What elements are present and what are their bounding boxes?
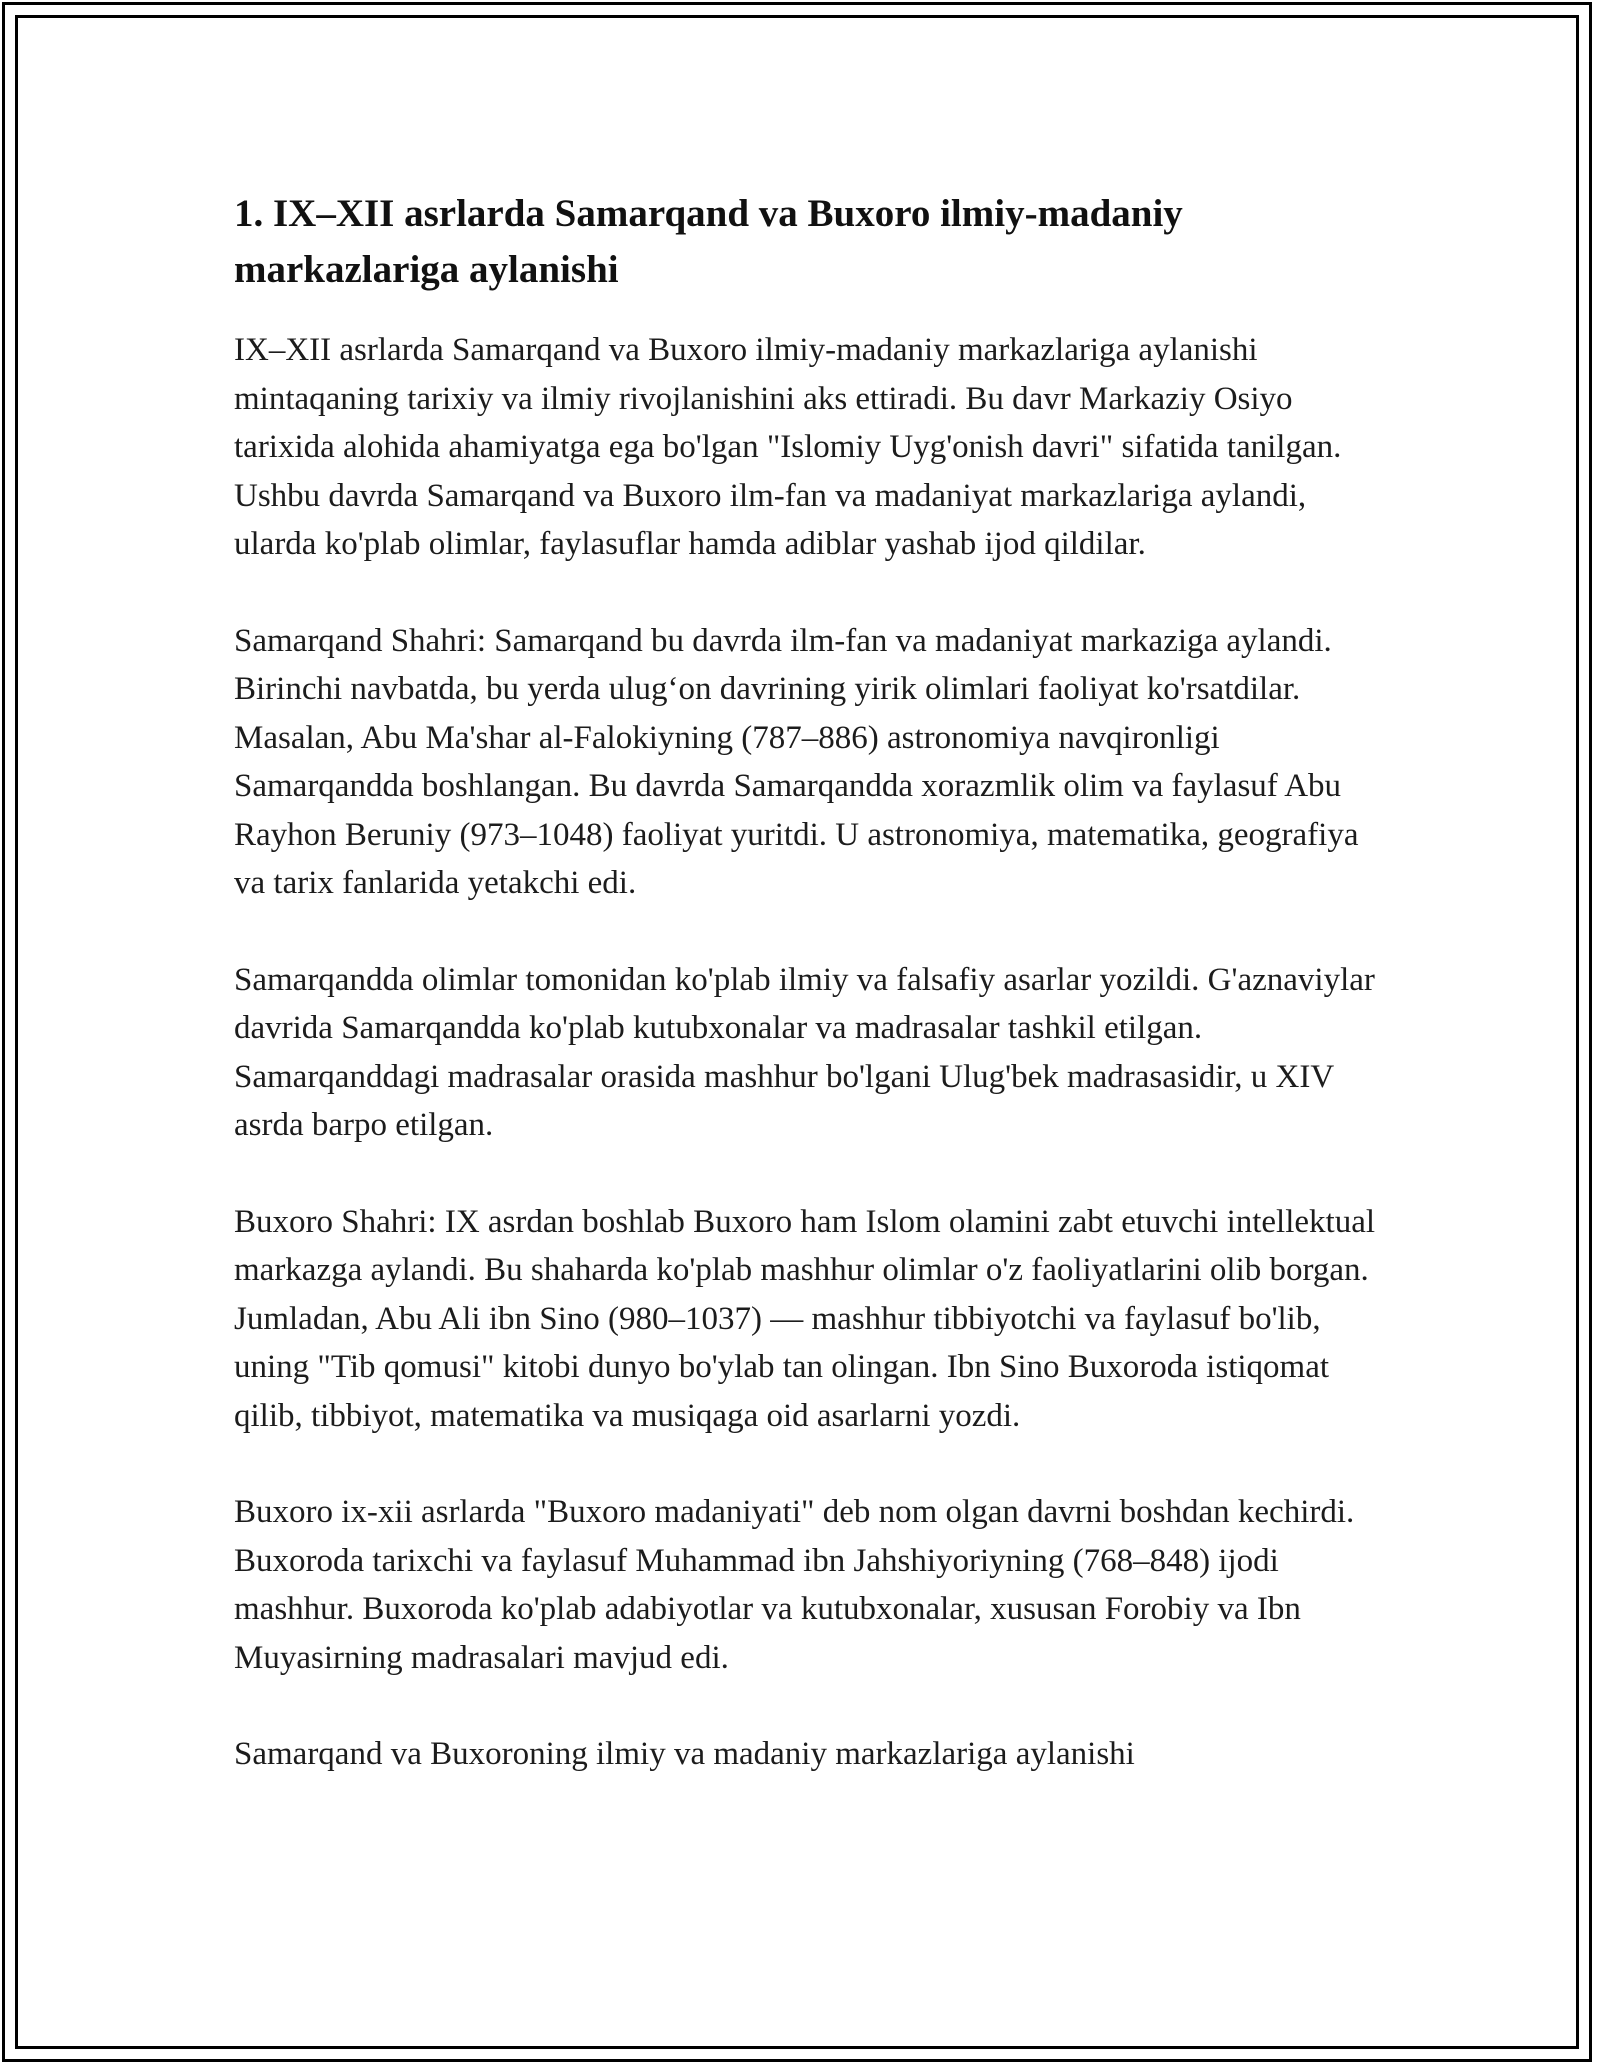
section-heading: 1. IX–XII asrlarda Samarqand va Buxoro ilmiy-madaniy markazlariga aylanishi	[234, 192, 1183, 291]
document-body	[234, 186, 1384, 1779]
paragraph-samarqand-works: Samarqandda olimlar tomonidan ko'plab ilmiy va falsafiy asarlar yozildi. G'aznaviylar davrida Samarqandda ko'plab kutubxonalar va madrasalar tashkil etilgan. Samarqanddagi madrasalar orasida mashhur bo'lgani Ulug'bek madrasasidir, u XIV asrda barpo etilgan.	[234, 961, 1375, 1143]
paragraph-closing: Samarqand va Buxoroning ilmiy va madaniy markazlariga aylanishi	[234, 1736, 1135, 1772]
paragraph-buxoro-city: Buxoro Shahri: IX asrdan boshlab Buxoro ham Islom olamini zabt etuvchi intellektual markazga aylandi. Bu shaharda ko'plab mashhur olimlar o'z faoliyatlarini olib borgan. Jumladan, Abu Ali ibn Sino (980–1037) — mashhur tibbiyotchi va faylasuf bo'lib, uning "Tib qomusi" kitobi dunyo bo'ylab tan olingan. Ibn Sino Buxoroda istiqomat qilib, tibbiyot, matematika va musiqaga oid asarlarni yozdi.	[234, 1203, 1376, 1434]
paragraph-samarqand-city: Samarqand Shahri: Samarqand bu davrda ilm-fan va madaniyat markaziga aylandi. Birinchi navbatda, bu yerda ulug‘on davrining yirik olimlari faoliyat ko'rsatdilar. Masalan, Abu Ma'shar al-Falokiyning (787–886) astronomiya navqironligi Samarqandda boshlangan. Bu davrda Samarqandda xorazmlik olim va faylasuf Abu Rayhon Beruniy (973–1048) faoliyat yuritdi. U astronomiya, matematika, geografiya va tarix fanlarida yetakchi edi.	[234, 622, 1359, 901]
paragraph-intro: IX–XII asrlarda Samarqand va Buxoro ilmiy-madaniy markazlariga aylanishi mintaqaning tarixiy va ilmiy rivojlanishini aks ettiradi. Bu davr Markaziy Osiyo tarixida alohida ahamiyatga ega bo'lgan "Islomiy Uyg'onish davri" sifatida tanilgan. Ushbu davrda Samarqand va Buxoro ilm-fan va madaniyat markazlariga aylandi, ularda ko'plab olimlar, faylasuflar hamda adiblar yashab ijod qildilar.	[234, 332, 1342, 562]
paragraph-buxoro-culture: Buxoro ix-xii asrlarda "Buxoro madaniyati" deb nom olgan davrni boshdan kechirdi. Buxoroda tarixchi va faylasuf Muhammad ibn Jahshiyoriyning (768–848) ijodi mashhur. Buxoroda ko'plab adabiyotlar va kutubxonalar, xususan Forobiy va Ibn Muyasirning madrasalari mavjud edi.	[234, 1494, 1355, 1676]
